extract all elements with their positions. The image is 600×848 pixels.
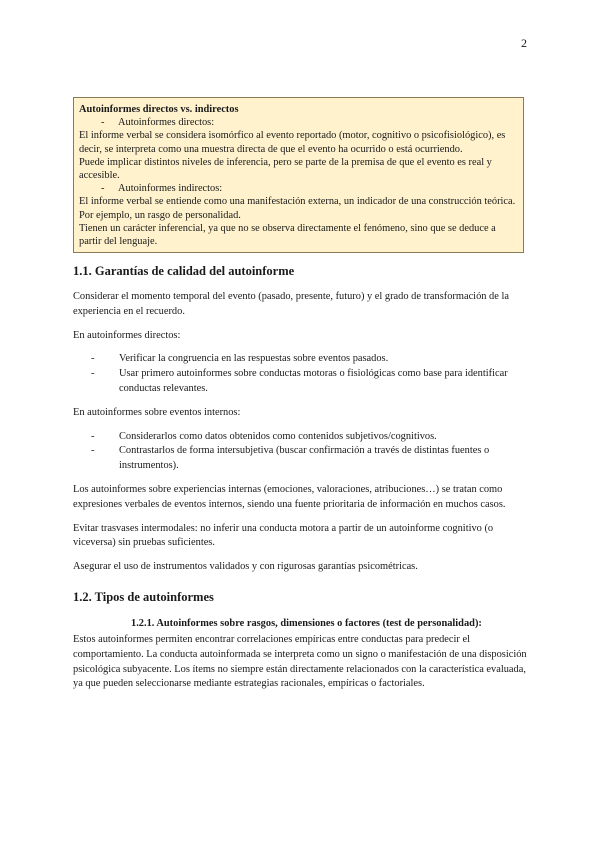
list-item: - Considerarlos como datos obtenidos como contenidos subjetivos/cognitivos. (91, 430, 437, 442)
list-label-internal: En autoinformes sobre eventos internos: (73, 406, 241, 418)
paragraph: Evitar trasvases intermodales: no inferir una conducta motora a partir de un autoinforme cognitivo (o viceversa) sin pruebas suficientes. (73, 522, 494, 549)
callout-text: Tienen un carácter inferencial, ya que no se observa directamente el fenómeno, sino que se deduce a partir del lenguaje. (79, 222, 496, 248)
callout-text: El informe verbal se entiende como una manifestación externa, un indicador de una construcción teórica. Por ejemplo, un rasgo de personalidad. (79, 196, 516, 221)
list-item: - Verificar la congruencia en las respuestas sobre eventos pasados. (91, 353, 389, 365)
section-heading-1-1: 1.1. Garantías de calidad del autoinforme (73, 264, 295, 278)
callout-box (73, 97, 524, 253)
callout-title: Autoinformes directos vs. indirectos (79, 104, 239, 115)
callout-bullet-direct: - Autoinformes directos: (101, 117, 215, 129)
list-item: - Contrastarlos de forma intersubjetiva (buscar confirmación a través de distintas fuentes o instrumentos). (91, 445, 490, 472)
callout-text: El informe verbal se considera isomórfico al evento reportado (motor, cognitivo o psicofisiológico), es decir, se interpreta como una muestra directa de que el evento ha ocurrido o está ocurriendo. (79, 130, 506, 155)
paragraph: Considerar el momento temporal del evento (pasado, presente, futuro) y el grado de transformación de la experiencia en el recuerdo. (73, 291, 509, 317)
paragraph: Asegurar el uso de instrumentos validados y con rigurosas garantías psicométricas. (73, 561, 418, 573)
section-heading-1-2: 1.2. Tipos de autoinformes (73, 589, 214, 604)
list-item: - Usar primero autoinformes sobre conductas motoras o fisiológicas como base para identificar conductas relevantes. (91, 368, 508, 394)
paragraph: Estos autoinformes permiten encontrar correlaciones empíricas entre conductas para predecir el comportamiento. La conducta autoinformada se interpreta como un signo o manifestación de una disposición psicológica subyacente. Los ítems no siempre están directamente relacionados con la característica evaluada, ya que pueden seleccionarse mediante estrategias racionales, empíricas o factoriales. (73, 633, 527, 690)
direct-list (73, 352, 528, 396)
internal-list (73, 430, 528, 474)
main-content (73, 263, 528, 701)
callout-bullet-indirect: - Autoinformes indirectos: (101, 183, 223, 195)
list-label-direct: En autoinformes directos: (73, 329, 181, 341)
callout-text: Puede implicar distintos niveles de inferencia, pero se parte de la premisa de que el evento es real y accesible. (79, 156, 492, 182)
paragraph: Los autoinformes sobre experiencias internas (emociones, valoraciones, atribuciones…) se tratan como expresiones verbales de eventos internos, siendo una fuente prioritaria de información en muchos casos. (73, 483, 506, 510)
subsection-heading-1-2-1: 1.2.1. Autoinformes sobre rasgos, dimensiones o factores (test de personalidad): (131, 617, 482, 629)
page-number: 2 (521, 36, 527, 50)
